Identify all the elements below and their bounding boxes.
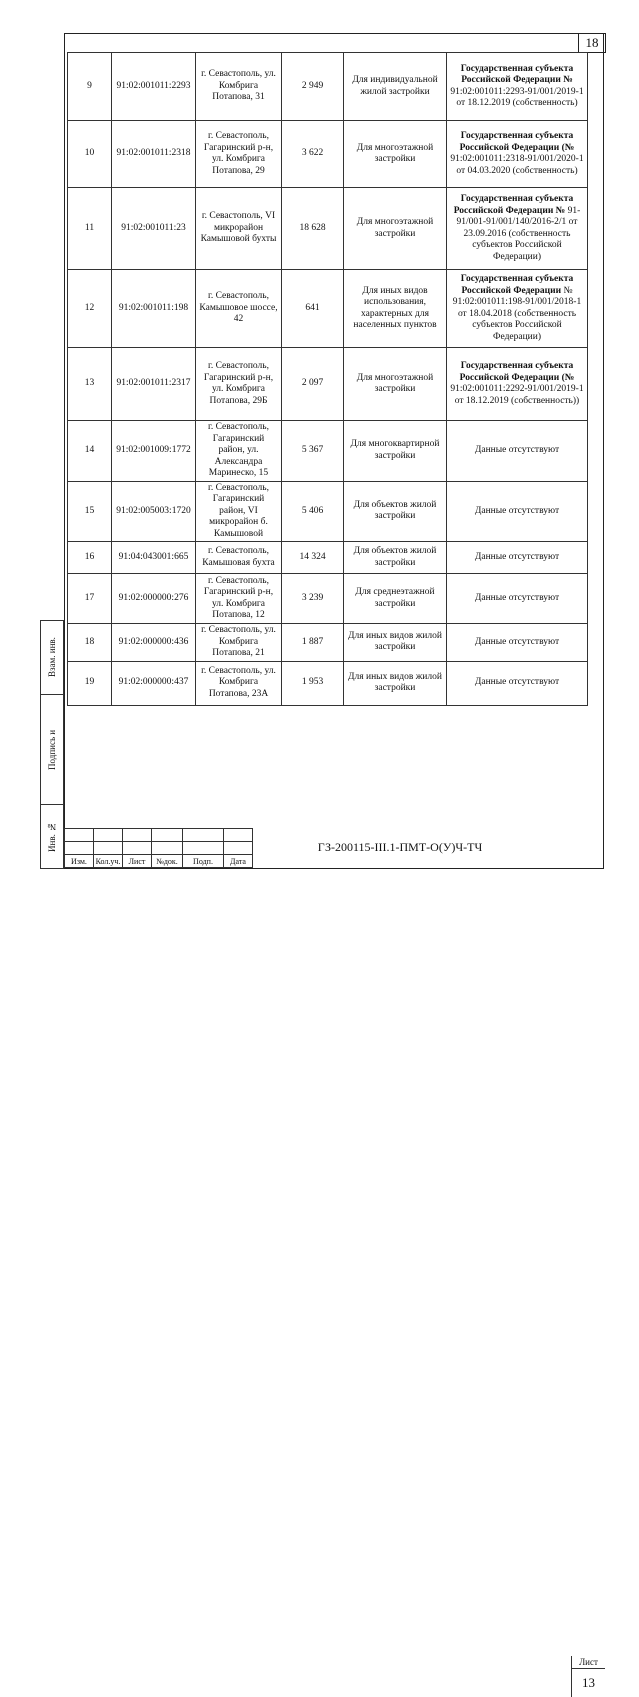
land-plots-table bbox=[67, 52, 588, 706]
area: 2 097 bbox=[282, 348, 344, 421]
permitted-use: Для иных видов использования, характерных для населенных пунктов bbox=[344, 270, 447, 348]
strip-label-vzam: Взам. инв. bbox=[47, 637, 57, 678]
rights-details: Данные отсутствуют bbox=[474, 505, 560, 516]
cadastral-number: 91:02:001011:23 bbox=[112, 188, 196, 270]
row-number: 10 bbox=[68, 121, 112, 188]
row-number: 19 bbox=[68, 661, 112, 705]
address: г. Севастополь, Камышовая бухта bbox=[196, 542, 282, 574]
row-number: 16 bbox=[68, 542, 112, 574]
rights-details: 91-91/001-91/001/140/2016-2/1 от 23.09.2016 (собственность субъектов Российской Федерации) bbox=[456, 205, 581, 262]
title-block-grid bbox=[64, 828, 253, 868]
area: 1 887 bbox=[282, 624, 344, 662]
sheet-box bbox=[571, 1656, 605, 1697]
area: 5 406 bbox=[282, 481, 344, 542]
rights-registration bbox=[447, 481, 588, 542]
row-number: 12 bbox=[68, 270, 112, 348]
rights-holder: Государственная субъекта Российской Федерации (№ bbox=[459, 361, 575, 383]
rights-details: Данные отсутствуют bbox=[474, 677, 560, 688]
permitted-use: Для многоэтажной застройки bbox=[344, 348, 447, 421]
table-row bbox=[68, 624, 588, 662]
table-row bbox=[68, 348, 588, 421]
permitted-use: Для объектов жилой застройки bbox=[344, 542, 447, 574]
area: 5 367 bbox=[282, 421, 344, 482]
rights-details: 91:02:001011:2292-91/001/2019-1 от 18.12.2019 (собственность)) bbox=[450, 384, 584, 406]
area: 2 949 bbox=[282, 53, 344, 121]
rights-registration bbox=[447, 348, 588, 421]
table-row bbox=[68, 481, 588, 542]
cadastral-number: 91:02:001011:2293 bbox=[112, 53, 196, 121]
rights-details: Данные отсутствуют bbox=[474, 592, 560, 603]
table-row bbox=[68, 574, 588, 624]
cadastral-number: 91:02:000000:276 bbox=[112, 574, 196, 624]
table-row bbox=[68, 661, 588, 705]
address: г. Севастополь, VI микрорайон Камышовой бухты bbox=[196, 188, 282, 270]
table-row bbox=[68, 188, 588, 270]
rights-registration bbox=[447, 624, 588, 662]
rights-holder: Государственная субъекта Российской Федерации № bbox=[460, 63, 574, 85]
title-block-header: Изм. bbox=[65, 855, 94, 868]
title-block-header: №док. bbox=[152, 855, 183, 868]
rights-details: 91:02:001011:2293-91/001/2019-1 от 18.12.2019 (собственность) bbox=[450, 86, 584, 108]
cadastral-number: 91:02:000000:437 bbox=[112, 661, 196, 705]
cadastral-number: 91:02:001009:1772 bbox=[112, 421, 196, 482]
address: г. Севастополь, Гагаринский р-н, ул. Комбрига Потапова, 29Б bbox=[196, 348, 282, 421]
permitted-use: Для индивидуальной жилой застройки bbox=[344, 53, 447, 121]
rights-details: 91:02:001011:2318-91/001/2020-1 от 04.03.2020 (собственность) bbox=[450, 154, 584, 176]
cadastral-number: 91:02:001011:2318 bbox=[112, 121, 196, 188]
address: г. Севастополь, ул. Комбрига Потапова, 23А bbox=[196, 661, 282, 705]
address: г. Севастополь, ул. Комбрига Потапова, 21 bbox=[196, 624, 282, 662]
rights-registration bbox=[447, 542, 588, 574]
rights-details: № 91:02:001011:198-91/001/2018-1 от 18.04.2018 (собственность субъектов Российской Федерации) bbox=[452, 285, 582, 342]
row-number: 13 bbox=[68, 348, 112, 421]
rights-details: Данные отсутствуют bbox=[474, 551, 560, 562]
area: 3 239 bbox=[282, 574, 344, 624]
permitted-use: Для многоэтажной застройки bbox=[344, 188, 447, 270]
cadastral-number: 91:02:000000:436 bbox=[112, 624, 196, 662]
strip-label-inv: Инв. № bbox=[47, 821, 57, 852]
area: 1 953 bbox=[282, 661, 344, 705]
cadastral-number: 91:04:043001:665 bbox=[112, 542, 196, 574]
cadastral-number: 91:02:005003:1720 bbox=[112, 481, 196, 542]
cadastral-number: 91:02:001011:198 bbox=[112, 270, 196, 348]
area: 3 622 bbox=[282, 121, 344, 188]
table-row bbox=[68, 270, 588, 348]
rights-details: Данные отсутствуют bbox=[474, 445, 560, 455]
permitted-use: Для многоквартирной застройки bbox=[344, 421, 447, 482]
title-block-header: Подп. bbox=[183, 855, 224, 868]
sheet-number: 13 bbox=[582, 1675, 595, 1690]
left-approval-strip bbox=[40, 620, 64, 869]
area: 18 628 bbox=[282, 188, 344, 270]
row-number: 9 bbox=[68, 53, 112, 121]
row-number: 17 bbox=[68, 574, 112, 624]
title-block-header: Кол.уч. bbox=[94, 855, 123, 868]
address: г. Севастополь, ул. Комбрига Потапова, 31 bbox=[196, 53, 282, 121]
row-number: 11 bbox=[68, 188, 112, 270]
rights-registration bbox=[447, 661, 588, 705]
title-block-header: Лист bbox=[123, 855, 152, 868]
rights-holder: Государственная субъекта Российской Федерации bbox=[460, 274, 574, 296]
rights-registration bbox=[447, 188, 588, 270]
permitted-use: Для объектов жилой застройки bbox=[344, 481, 447, 542]
table-row bbox=[68, 53, 588, 121]
address: г. Севастополь, Гагаринский район, VI микрорайон б. Камышовой bbox=[196, 481, 282, 542]
document-code: ГЗ-200115-III.1-ПМТ-О(У)Ч-ТЧ bbox=[317, 840, 483, 854]
strip-label-podpis: Подпись и bbox=[47, 729, 57, 770]
row-number: 18 bbox=[68, 624, 112, 662]
address: г. Севастополь, Гагаринский р-н, ул. Комбрига Потапова, 12 bbox=[196, 574, 282, 624]
permitted-use: Для многоэтажной застройки bbox=[344, 121, 447, 188]
address: г. Севастополь, Гагаринский р-н, ул. Комбрига Потапова, 29 bbox=[196, 121, 282, 188]
table-row bbox=[68, 542, 588, 574]
rights-holder: Государственная субъекта Российской Федерации № bbox=[453, 194, 574, 216]
row-number: 14 bbox=[68, 421, 112, 482]
cadastral-number: 91:02:001011:2317 bbox=[112, 348, 196, 421]
row-number: 15 bbox=[68, 481, 112, 542]
rights-registration bbox=[447, 53, 588, 121]
rights-holder: Государственная субъекта Российской Федерации (№ bbox=[459, 131, 575, 153]
title-block-header: Дата bbox=[224, 855, 253, 868]
table-row bbox=[68, 121, 588, 188]
area: 641 bbox=[282, 270, 344, 348]
rights-registration bbox=[447, 574, 588, 624]
rights-registration bbox=[447, 421, 588, 482]
permitted-use: Для среднеэтажной застройки bbox=[344, 574, 447, 624]
rights-registration bbox=[447, 270, 588, 348]
top-page-number: 18 bbox=[578, 33, 606, 53]
address: г. Севастополь, Гагаринский район, ул. Александра Маринеско, 15 bbox=[196, 421, 282, 482]
permitted-use: Для иных видов жилой застройки bbox=[344, 661, 447, 705]
table-row bbox=[68, 421, 588, 482]
rights-registration bbox=[447, 121, 588, 188]
area: 14 324 bbox=[282, 542, 344, 574]
sheet-label: Лист bbox=[572, 1656, 605, 1669]
permitted-use: Для иных видов жилой застройки bbox=[344, 624, 447, 662]
rights-details: Данные отсутствуют bbox=[474, 636, 560, 647]
address: г. Севастополь, Камышовое шоссе, 42 bbox=[196, 270, 282, 348]
